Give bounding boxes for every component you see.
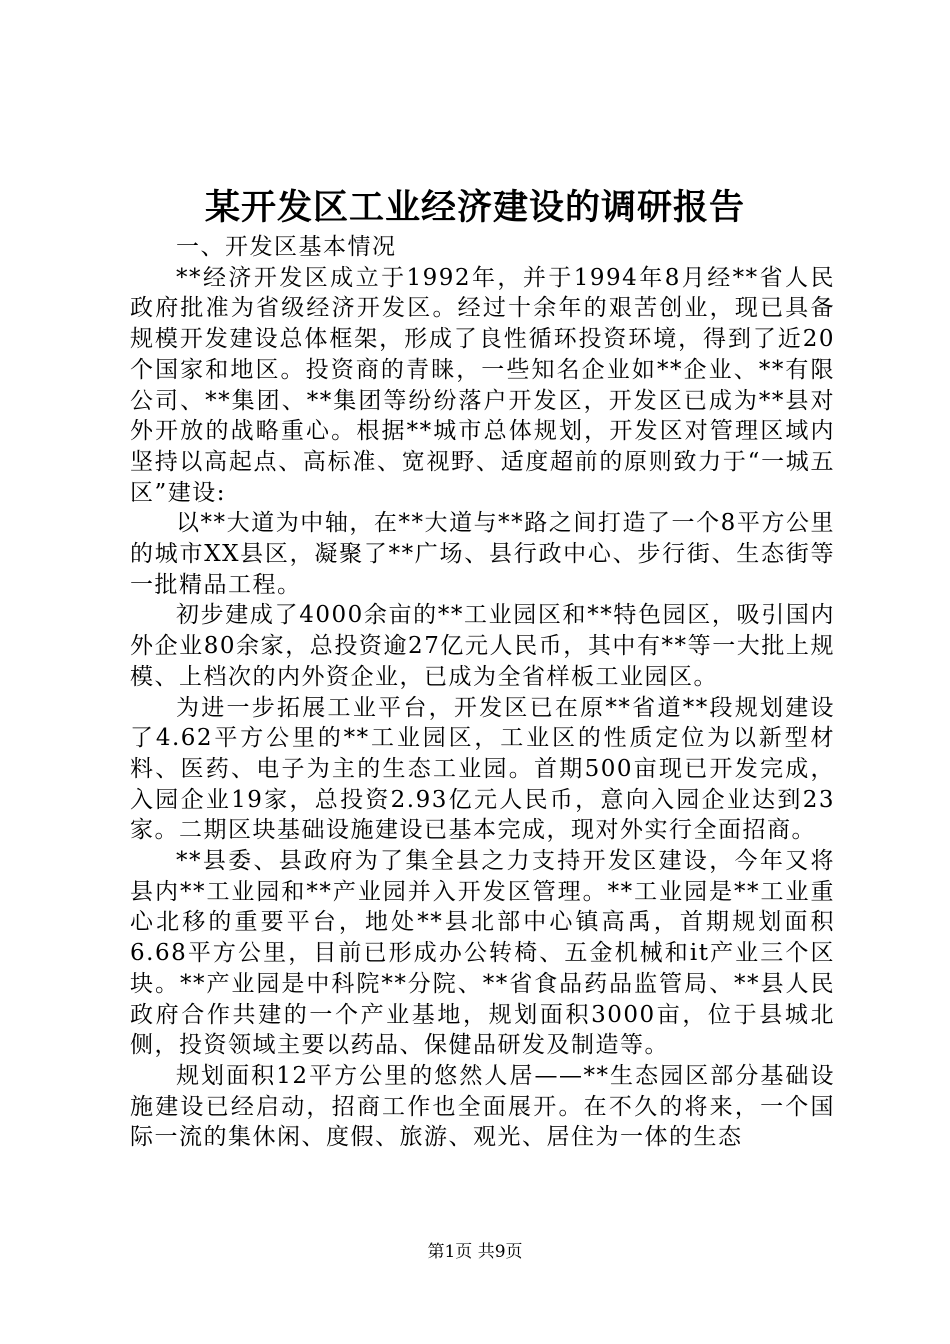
document-body (130, 232, 835, 1153)
paragraph-overview: **经济开发区成立于1992年，并于1994年8月经**省人民政府批准为省级经济开发区。经过十余年的艰苦创业，现已具备规模开发建设总体框架，形成了良性循环投资环境，得到了近20个国家和地区。投资商的青睐，一些知名企业如**企业、**有限公司、**集团、**集团等纷纷落户开发区，开发区已成为**县对外开放的战略重心。根据**城市总体规划，开发区对管理区域内坚持以高起点、高标准、宽视野、适度超前的原则致力于“一城五区”建设: (130, 264, 835, 506)
paragraph-axis-district: 以**大道为中轴，在**大道与**路之间打造了一个8平方公里的城市XX县区，凝聚了**广场、县行政中心、步行街、生态街等一批精品工程。 (130, 510, 835, 598)
paragraph-eco-park: 规划面积12平方公里的悠然人居——**生态园区部分基础设施建设已经启动，招商工作也全面展开。在不久的将来，一个国际一流的集休闲、度假、旅游、观光、居住为一体的生态 (130, 1062, 835, 1151)
page-footer: 第1页 共9页 (427, 1242, 523, 1262)
section-heading: 一、开发区基本情况 (176, 234, 397, 260)
paragraph-expansion: 为进一步拓展工业平台，开发区已在原**省道**段规划建设了4.62平方公里的**工业园区，工业区的性质定位为以新型材料、医药、电子为主的生态工业园。首期500亩现已开发完成，入园企业19家，总投资2.93亿元人民币，意向入园企业达到23家。二期区块基础设施建设已基本完成，现对外实行全面招商。 (130, 694, 835, 844)
document-title: 某开发区工业经济建设的调研报告 (204, 187, 745, 228)
paragraph-industrial-park: 初步建成了4000余亩的**工业园区和**特色园区，吸引国内外企业80余家，总投资逾27亿元人民币，其中有**等一大批上规模、上档次的内外资企业，已成为全省样板工业园区。 (130, 602, 835, 690)
paragraph-county-parks: **县委、县政府为了集全县之力支持开发区建设，今年又将县内**工业园和**产业园并入开发区管理。**工业园是**工业重心北移的重要平台，地处**县北部中心镇高禹，首期规划面积6.68平方公里，目前已形成办公转椅、五金机械和it产业三个区块。**产业园是中科院**分院、**省食品药品监管局、**县人民政府合作共建的一个产业基地，规划面积3000亩，位于县城北侧，投资领域主要以药品、保健品研发及制造等。 (130, 848, 835, 1059)
